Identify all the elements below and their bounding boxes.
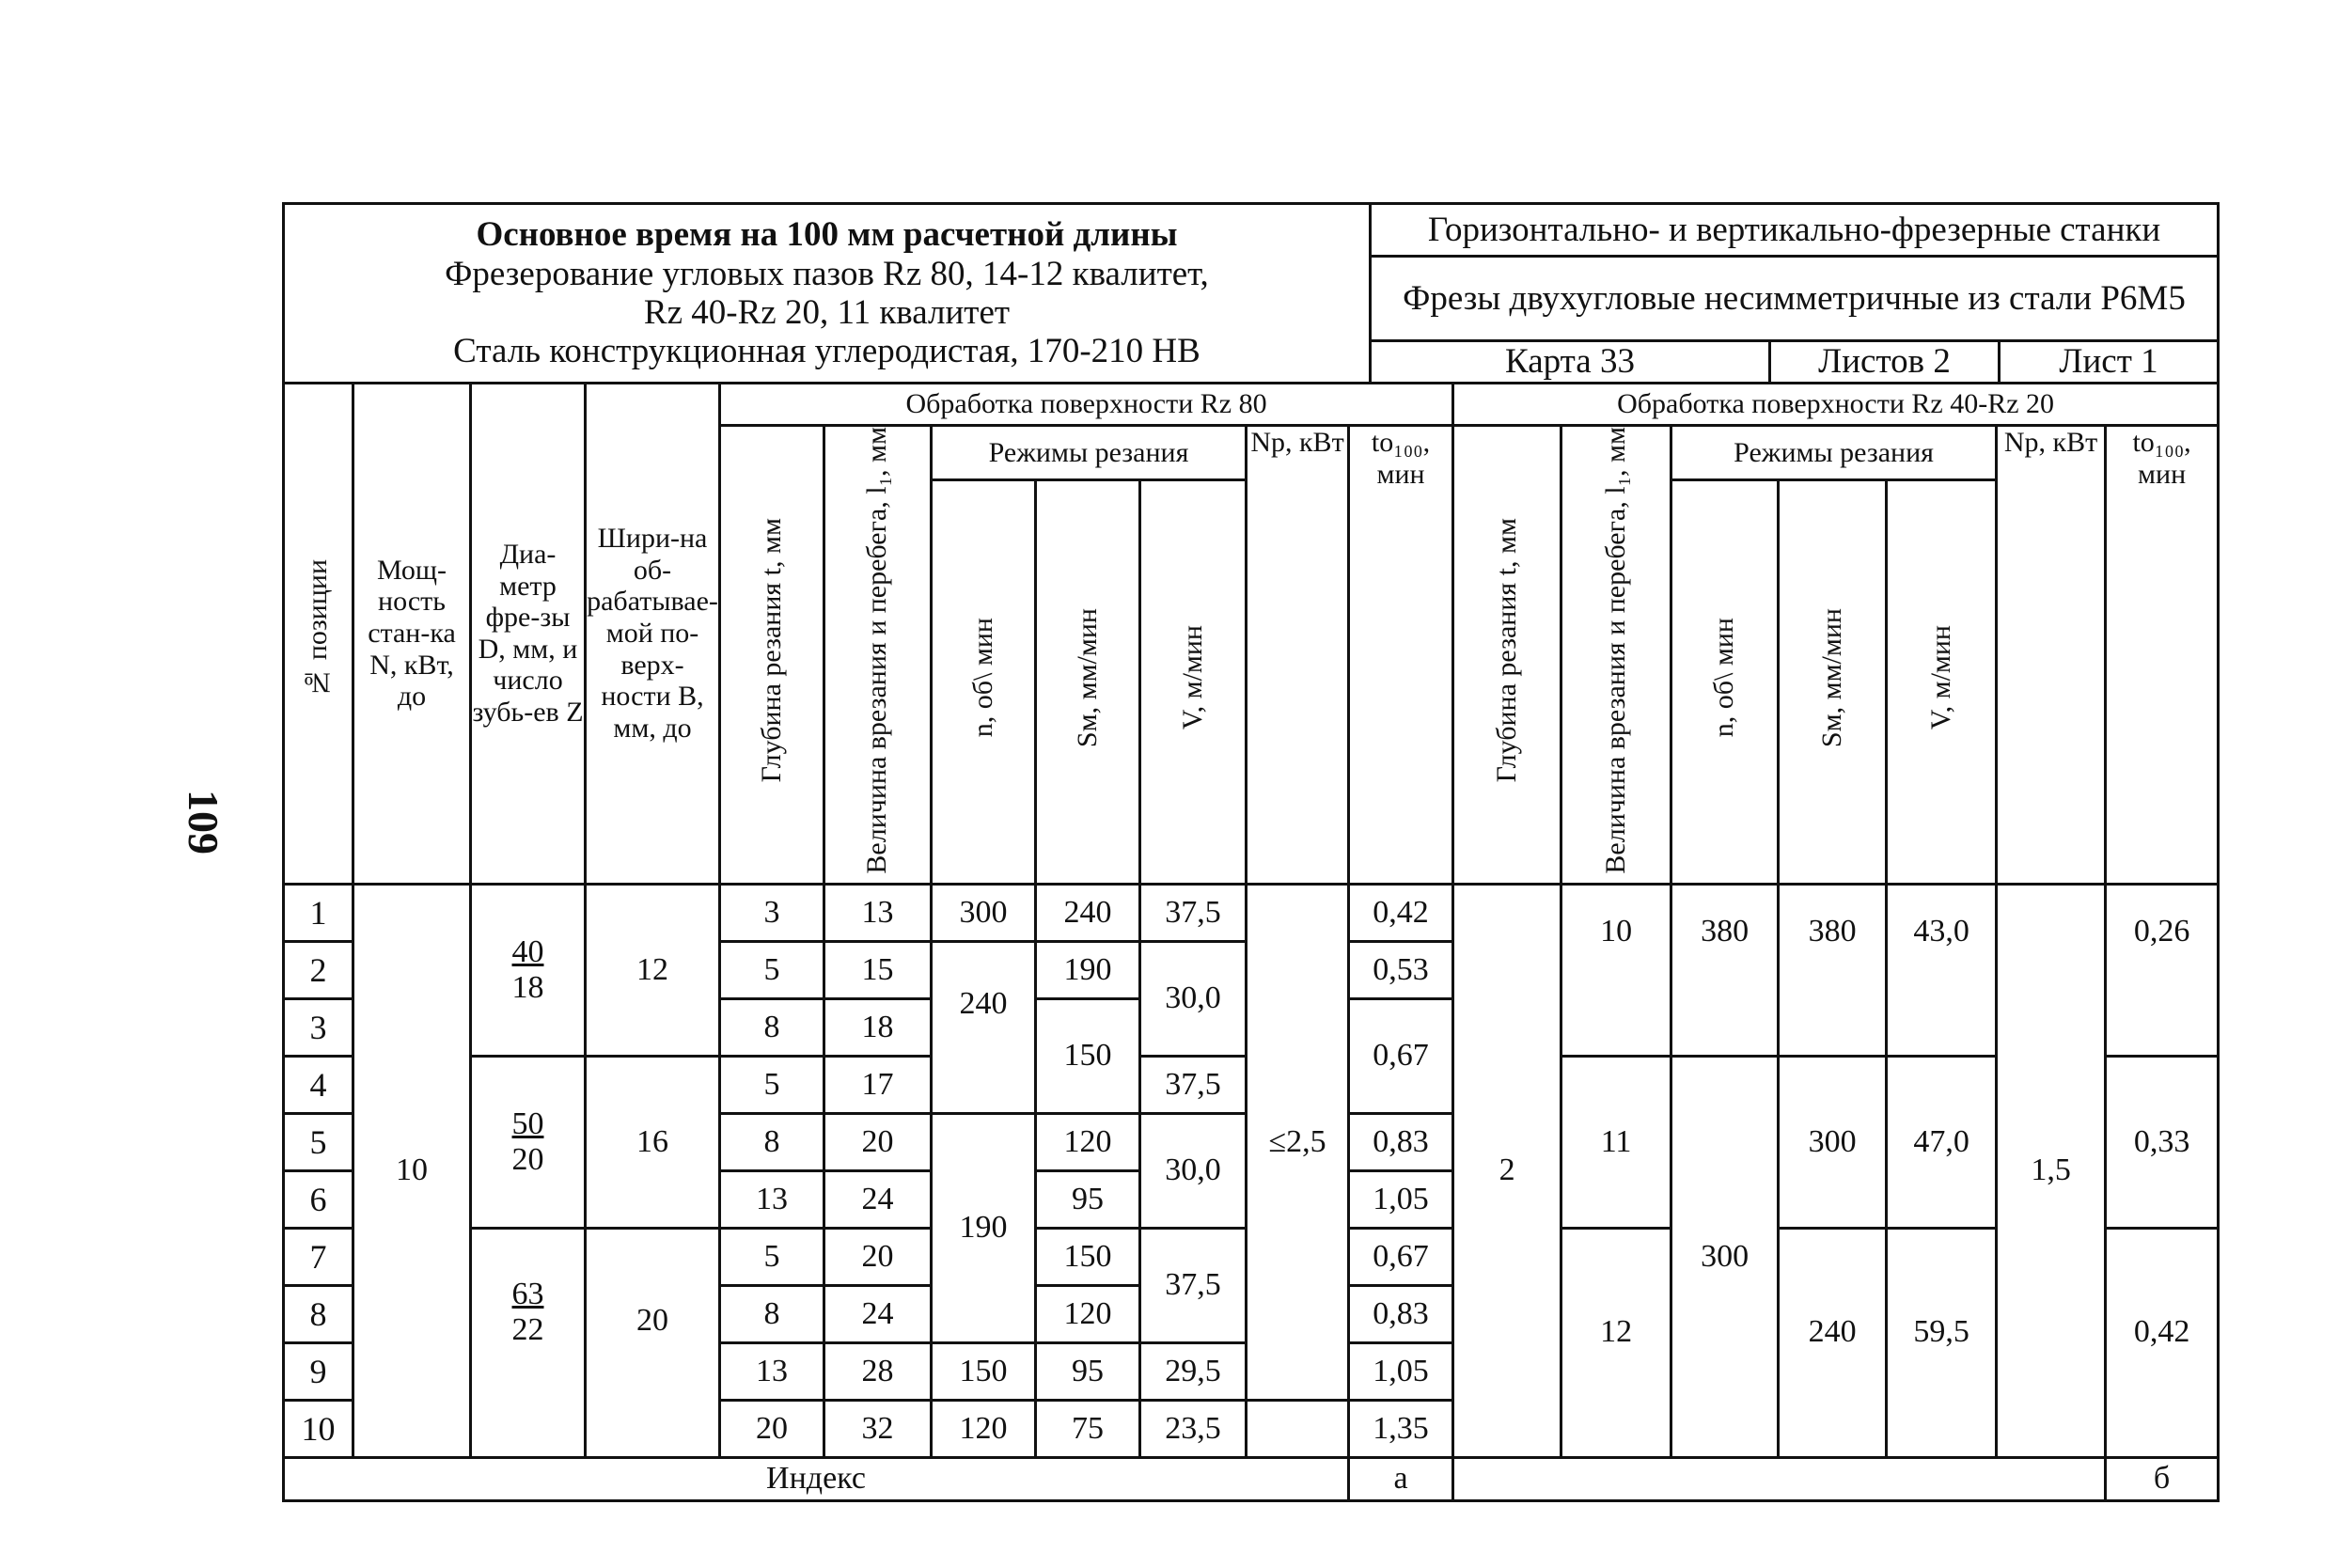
time-table bbox=[282, 382, 2220, 1502]
approach-cell: 17 bbox=[824, 1056, 932, 1113]
title-block bbox=[284, 204, 1371, 384]
diameter-cell: 63 22 bbox=[471, 1228, 586, 1457]
sm-cell: 120 bbox=[1036, 1285, 1140, 1342]
n-cell: 300 bbox=[932, 884, 1036, 941]
col-power: Мощ-ность стан-ка N, кВт, до bbox=[353, 384, 471, 885]
to-cell: 0,26 bbox=[2106, 884, 2219, 1056]
col-approach: Величина врезания и перебега, l₁, мм bbox=[824, 426, 932, 885]
depth-cell: 2 bbox=[1453, 884, 1561, 1457]
cutters-label: Фрезы двухугловые несимметричные из стали Р6М5 bbox=[1371, 257, 2219, 341]
col-n: n, об\ мин bbox=[932, 479, 1036, 884]
width-cell: 12 bbox=[586, 884, 720, 1056]
material-line: Сталь конструкционная углеродистая, 170-210 НВ bbox=[453, 332, 1200, 371]
page-number: 109 bbox=[180, 790, 228, 855]
index-a: а bbox=[1349, 1457, 1453, 1500]
depth-cell: 8 bbox=[720, 998, 824, 1056]
sm-cell: 120 bbox=[1036, 1113, 1140, 1170]
to-cell: 0,42 bbox=[1349, 884, 1453, 941]
sm-cell: 95 bbox=[1036, 1170, 1140, 1228]
col-sm: Sм, мм/мин bbox=[1036, 479, 1140, 884]
approach-cell: 10 bbox=[1561, 884, 1671, 1056]
group-rz40: Обработка поверхности Rz 40-Rz 20 bbox=[1453, 384, 2219, 426]
subtitle-line: Rz 40-Rz 20, 11 квалитет bbox=[643, 293, 1011, 332]
v-cell: 30,0 bbox=[1140, 941, 1247, 1056]
to-cell: 0,67 bbox=[1349, 998, 1453, 1113]
col-position: № позиции bbox=[284, 384, 353, 885]
to-cell: 0,67 bbox=[1349, 1228, 1453, 1285]
v-cell: 29,5 bbox=[1140, 1342, 1247, 1400]
approach-cell: 32 bbox=[824, 1400, 932, 1457]
sm-cell: 190 bbox=[1036, 941, 1140, 998]
sm-cell: 380 bbox=[1779, 884, 1887, 1056]
diameter-cell: 50 20 bbox=[471, 1056, 586, 1228]
position-cell: 2 bbox=[284, 941, 353, 998]
card-header bbox=[282, 202, 2220, 384]
v-cell: 37,5 bbox=[1140, 1056, 1247, 1113]
col-n: n, об\ мин bbox=[1671, 479, 1779, 884]
n-cell: 150 bbox=[932, 1342, 1036, 1400]
approach-cell: 20 bbox=[824, 1228, 932, 1285]
col-np: Np, кВт bbox=[1247, 426, 1349, 885]
n-cell: 240 bbox=[932, 941, 1036, 1113]
n-cell: 120 bbox=[932, 1400, 1036, 1457]
col-diameter: Диа-метр фре-зы D, мм, и число зубь-ев Z bbox=[471, 384, 586, 885]
np-cell: ≤2,5 bbox=[1247, 884, 1349, 1400]
position-cell: 9 bbox=[284, 1342, 353, 1400]
power-cell: 10 bbox=[353, 884, 471, 1457]
approach-cell: 15 bbox=[824, 941, 932, 998]
col-v: V, м/мин bbox=[1140, 479, 1247, 884]
col-sm: Sм, мм/мин bbox=[1779, 479, 1887, 884]
card-title: Основное время на 100 мм расчетной длины bbox=[476, 215, 1178, 255]
sheet-number: Лист 1 bbox=[2000, 341, 2219, 384]
col-to: to₁₀₀, мин bbox=[2106, 426, 2219, 885]
subtitle-line: Фрезерование угловых пазов Rz 80, 14-12 квалитет, bbox=[445, 254, 1209, 293]
col-modes: Режимы резания bbox=[1671, 426, 1997, 480]
col-depth: Глубина резания t, мм bbox=[720, 426, 824, 885]
position-cell: 8 bbox=[284, 1285, 353, 1342]
position-cell: 1 bbox=[284, 884, 353, 941]
width-cell: 16 bbox=[586, 1056, 720, 1228]
approach-cell: 28 bbox=[824, 1342, 932, 1400]
depth-cell: 5 bbox=[720, 1228, 824, 1285]
depth-cell: 8 bbox=[720, 1285, 824, 1342]
approach-cell: 18 bbox=[824, 998, 932, 1056]
sm-cell: 150 bbox=[1036, 1228, 1140, 1285]
sm-cell: 75 bbox=[1036, 1400, 1140, 1457]
col-width: Шири-на об-рабатывае-мой по-верх-ности В, мм, до bbox=[586, 384, 720, 885]
index-label: Индекс bbox=[284, 1457, 1349, 1500]
sm-cell: 150 bbox=[1036, 998, 1140, 1113]
sm-cell: 95 bbox=[1036, 1342, 1140, 1400]
approach-cell: 13 bbox=[824, 884, 932, 941]
to-cell: 0,53 bbox=[1349, 941, 1453, 998]
approach-cell: 11 bbox=[1561, 1056, 1671, 1228]
v-cell: 37,5 bbox=[1140, 884, 1247, 941]
col-v: V, м/мин bbox=[1887, 479, 1997, 884]
col-np: Np, кВт bbox=[1997, 426, 2106, 885]
v-cell: 59,5 bbox=[1887, 1228, 1997, 1457]
col-modes: Режимы резания bbox=[932, 426, 1247, 480]
approach-cell: 12 bbox=[1561, 1228, 1671, 1457]
to-cell: 1,05 bbox=[1349, 1342, 1453, 1400]
position-cell: 6 bbox=[284, 1170, 353, 1228]
n-cell: 300 bbox=[1671, 1056, 1779, 1457]
to-cell: 1,35 bbox=[1349, 1400, 1453, 1457]
position-cell: 5 bbox=[284, 1113, 353, 1170]
depth-cell: 13 bbox=[720, 1170, 824, 1228]
col-approach: Величина врезания и перебега, l₁, мм bbox=[1561, 426, 1671, 885]
v-cell: 47,0 bbox=[1887, 1056, 1997, 1228]
position-cell: 10 bbox=[284, 1400, 353, 1457]
index-b: б bbox=[2106, 1457, 2219, 1500]
depth-cell: 5 bbox=[720, 1056, 824, 1113]
col-to: to₁₀₀, мин bbox=[1349, 426, 1453, 885]
sheets-count: Листов 2 bbox=[1770, 341, 2000, 384]
machines-label: Горизонтально- и вертикально-фрезерные станки bbox=[1371, 204, 2219, 257]
sm-cell: 300 bbox=[1779, 1056, 1887, 1228]
sm-cell: 240 bbox=[1036, 884, 1140, 941]
approach-cell: 24 bbox=[824, 1285, 932, 1342]
diameter-cell: 40 18 bbox=[471, 884, 586, 1056]
approach-cell: 24 bbox=[824, 1170, 932, 1228]
v-cell: 30,0 bbox=[1140, 1113, 1247, 1228]
approach-cell: 20 bbox=[824, 1113, 932, 1170]
index-blank bbox=[1453, 1457, 2106, 1500]
position-cell: 3 bbox=[284, 998, 353, 1056]
to-cell: 0,83 bbox=[1349, 1113, 1453, 1170]
depth-cell: 20 bbox=[720, 1400, 824, 1457]
depth-cell: 3 bbox=[720, 884, 824, 941]
n-cell: 190 bbox=[932, 1113, 1036, 1342]
to-cell: 1,05 bbox=[1349, 1170, 1453, 1228]
np-cell bbox=[1247, 1400, 1349, 1457]
depth-cell: 5 bbox=[720, 941, 824, 998]
position-cell: 4 bbox=[284, 1056, 353, 1113]
v-cell: 23,5 bbox=[1140, 1400, 1247, 1457]
norm-card bbox=[282, 202, 2217, 1502]
v-cell: 43,0 bbox=[1887, 884, 1997, 1056]
depth-cell: 8 bbox=[720, 1113, 824, 1170]
to-cell: 0,42 bbox=[2106, 1228, 2219, 1457]
np-cell: 1,5 bbox=[1997, 884, 2106, 1457]
sm-cell: 240 bbox=[1779, 1228, 1887, 1457]
to-cell: 0,33 bbox=[2106, 1056, 2219, 1228]
group-rz80: Обработка поверхности Rz 80 bbox=[720, 384, 1453, 426]
col-depth: Глубина резания t, мм bbox=[1453, 426, 1561, 885]
card-number: Карта 33 bbox=[1371, 341, 1770, 384]
v-cell: 37,5 bbox=[1140, 1228, 1247, 1342]
n-cell: 380 bbox=[1671, 884, 1779, 1056]
width-cell: 20 bbox=[586, 1228, 720, 1457]
depth-cell: 13 bbox=[720, 1342, 824, 1400]
position-cell: 7 bbox=[284, 1228, 353, 1285]
to-cell: 0,83 bbox=[1349, 1285, 1453, 1342]
